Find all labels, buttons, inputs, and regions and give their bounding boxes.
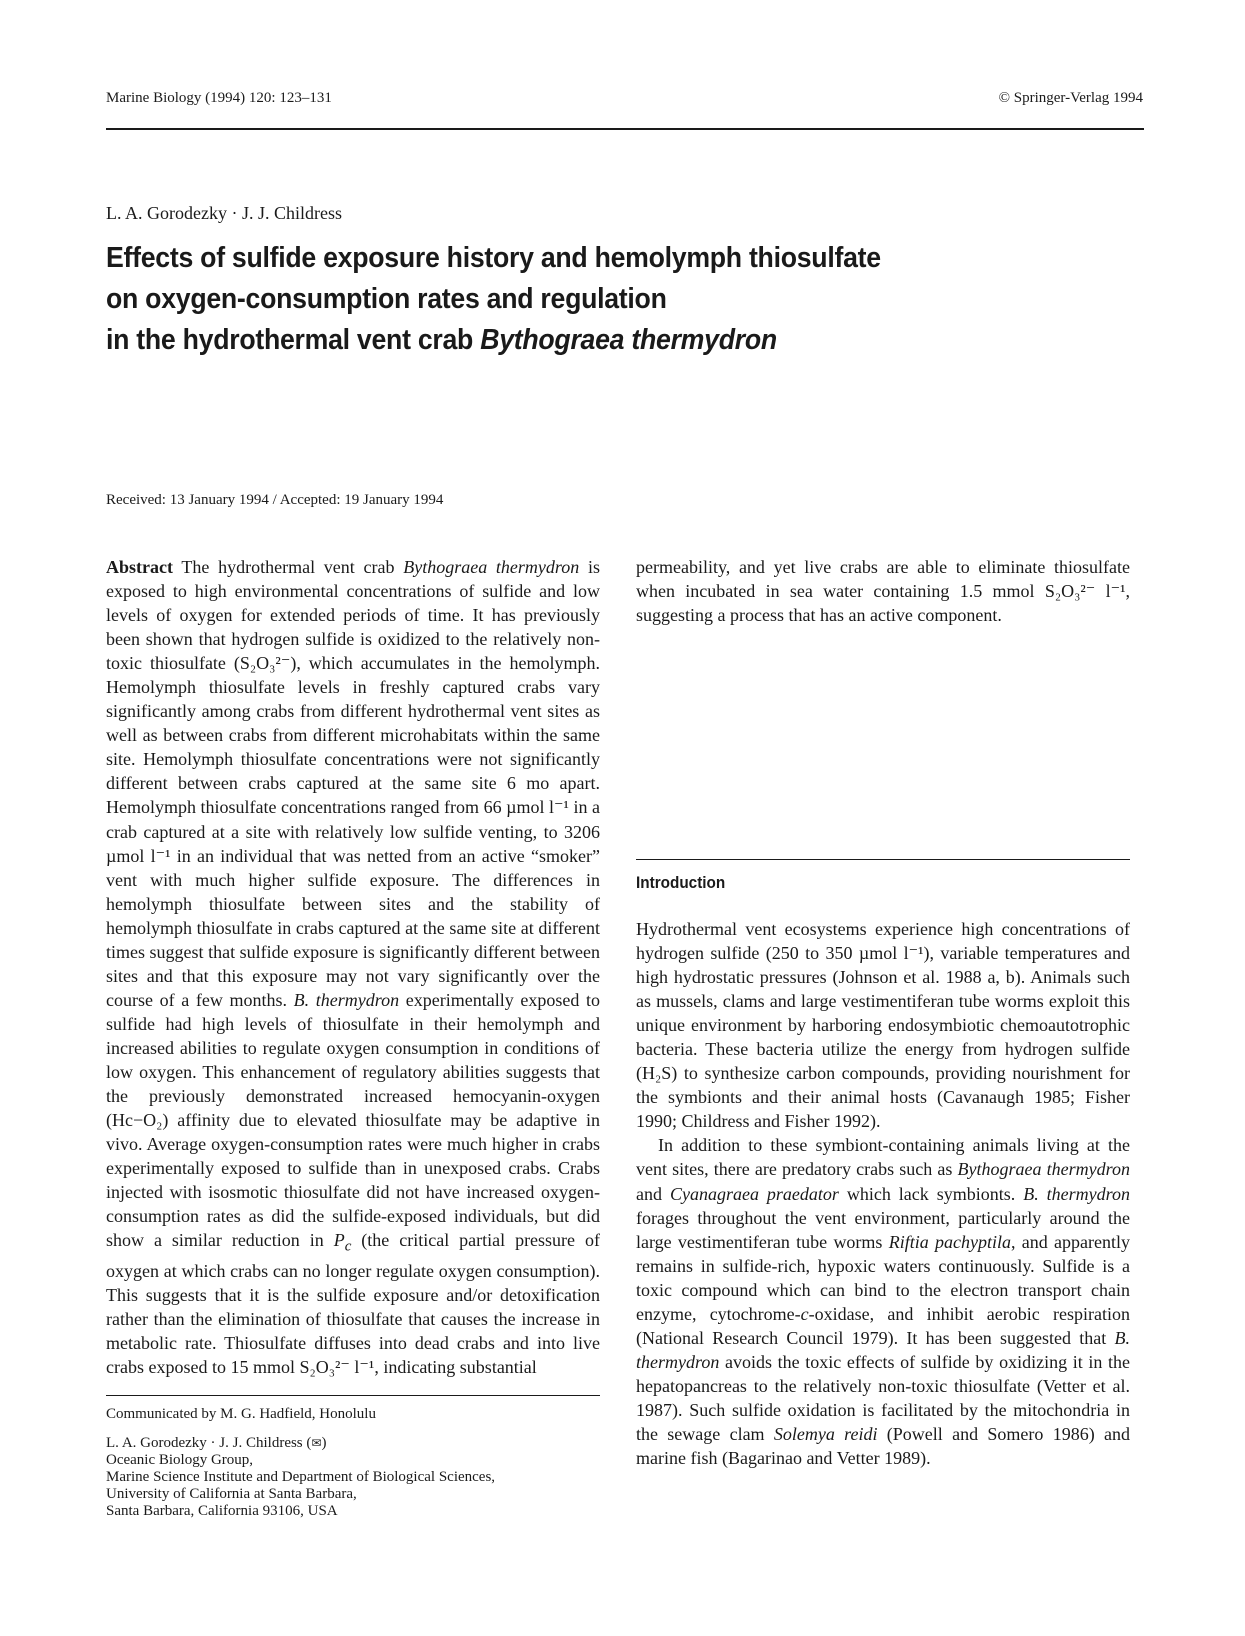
affiliation-line: University of California at Santa Barbara, bbox=[106, 1486, 357, 1502]
author-footnote bbox=[106, 1406, 600, 1520]
intro-paragraph-1: Hydrothermal vent ecosystems experience high concentrations of hydrogen sulfide (250 to 350 µmol l⁻¹), variable temperatures and high hydrostatic pressures (Johnson et al. 1988 a, b). Animals such as mussels, clams and large vestimentiferan tube worms exploit this unique environment by harboring endosymbiotic chemoautotrophic bacteria. These bacteria utilize the energy from hydrogen sulfide (H₂S) to synthesize carbon compounds, providing nourishment for the symbionts and their animal hosts (Cavanaugh 1985; Fisher 1990; Childress and Fisher 1992). bbox=[636, 919, 1130, 1132]
affiliation-line: Marine Science Institute and Department of Biological Sciences, bbox=[106, 1469, 496, 1485]
footnote-rule bbox=[106, 1395, 600, 1396]
received-dates: Received: 13 January 1994 / Accepted: 19 January 1994 bbox=[106, 492, 444, 508]
abstract-column-left bbox=[106, 555, 600, 1379]
publisher-copyright: © Springer-Verlag 1994 bbox=[998, 90, 1143, 106]
header-rule bbox=[106, 128, 1144, 130]
footnote-authors: L. A. Gorodezky · J. J. Childress (✉) bbox=[106, 1435, 327, 1451]
affiliation-line: Oceanic Biology Group, bbox=[106, 1452, 254, 1468]
affiliation-line: Santa Barbara, California 93106, USA bbox=[106, 1503, 338, 1519]
introduction-body bbox=[636, 917, 1130, 1470]
abstract-label: Abstract bbox=[106, 557, 173, 577]
abstract-paragraph-continued: permeability, and yet live crabs are able to eliminate thiosulfate when incubated in sea water containing 1.5 mmol S₂O₃²⁻ l⁻¹, suggesting a process that has an active component. bbox=[636, 557, 1130, 626]
title-species: Bythograea thermydron bbox=[480, 324, 777, 356]
article-title bbox=[106, 238, 1026, 361]
envelope-icon: ✉ bbox=[311, 1436, 322, 1450]
title-line-2: on oxygen-consumption rates and regulation bbox=[106, 283, 667, 315]
abstract-paragraph: Abstract The hydrothermal vent crab Bythograea thermydron is exposed to high environmental concentrations of sulfide and low levels of oxygen for extended periods of time. It has previously been shown that hydrogen sulfide is oxidized to the relatively non-toxic thiosulfate (S₂O₃²⁻), which accumulates in the hemolymph. Hemolymph thiosulfate levels in freshly captured crabs vary significantly among crabs from different hydrothermal vent sites as well as between crabs from different microhabitats within the same site. Hemolymph thiosulfate concentrations were not significantly different between crabs captured at the same site 6 mo apart. Hemolymph thiosulfate concentrations ranged from 66 µmol l⁻¹ in a crab captured at a site with relatively low sulfide venting, to 3206 µmol l⁻¹ in an individual that was netted from an active “smoker” vent with much higher sulfide exposure. The differences in hemolymph thiosulfate between sites and the stability of hemolymph thiosulfate in crabs captured at the same site at different times suggest that sulfide exposure is significantly different between sites and that this exposure may not vary significantly over the course of a few months. B. thermydron experimentally exposed to sulfide had high levels of thiosulfate in their hemolymph and increased abilities to regulate oxygen consumption in conditions of low oxygen. This enhancement of regulatory abilities suggests that the previously demonstrated increased hemocyanin-oxygen (Hc−O₂) affinity due to elevated thiosulfate may be adaptive in vivo. Average oxygen-consumption rates were much higher in crabs experimentally exposed to sulfide than in unexposed crabs. Crabs injected with isosmotic thiosulfate did not have increased oxygen-consumption rates as did the sulfide-exposed individuals, but did show a similar reduction in $P_c$ (the critical partial pressure of oxygen at which crabs can no longer regulate oxygen consumption). This suggests that it is the sulfide exposure and/or detoxification rather than the elimination of thiosulfate that causes the increase in metabolic rate. Thiosulfate diffuses into dead crabs and into live crabs exposed to 15 mmol S₂O₃²⁻ l⁻¹, indicating substantial bbox=[106, 557, 600, 1378]
title-line-1: Effects of sulfide exposure history and hemolymph thiosulfate bbox=[106, 242, 881, 274]
communicated-by: Communicated by M. G. Hadfield, Honolulu bbox=[106, 1406, 376, 1422]
author-line: L. A. Gorodezky · J. J. Childress bbox=[106, 203, 342, 223]
abstract-column-right bbox=[636, 555, 1130, 627]
intro-paragraph-2: In addition to these symbiont-containing animals living at the vent sites, there are predatory crabs such as Bythograea thermydron and Cyanagraea praedator which lack symbionts. B. thermydron forages throughout the vent environment, particularly around the large vestimentiferan tube worms Riftia pachyptila, and apparently remains in sulfide-rich, hypoxic waters continuously. Sulfide is a toxic compound which can bind to the electron transport chain enzyme, cytochrome-c-oxidase, and inhibit aerobic respiration (National Research Council 1979). It has been suggested that B. thermydron avoids the toxic effects of sulfide by oxidizing it in the hepatopancreas to the relatively non-toxic thiosulfate (Vetter et al. 1987). Such sulfide oxidation is facilitated by the mitochondria in the sewage clam Solemya reidi (Powell and Somero 1986) and marine fish (Bagarinao and Vetter 1989). bbox=[636, 1135, 1130, 1469]
section-rule bbox=[636, 859, 1130, 860]
journal-citation: Marine Biology (1994) 120: 123–131 bbox=[106, 90, 332, 106]
title-line-3: in the hydrothermal vent crab Bythograea thermydron bbox=[106, 324, 777, 356]
introduction-heading: Introduction bbox=[636, 873, 726, 892]
